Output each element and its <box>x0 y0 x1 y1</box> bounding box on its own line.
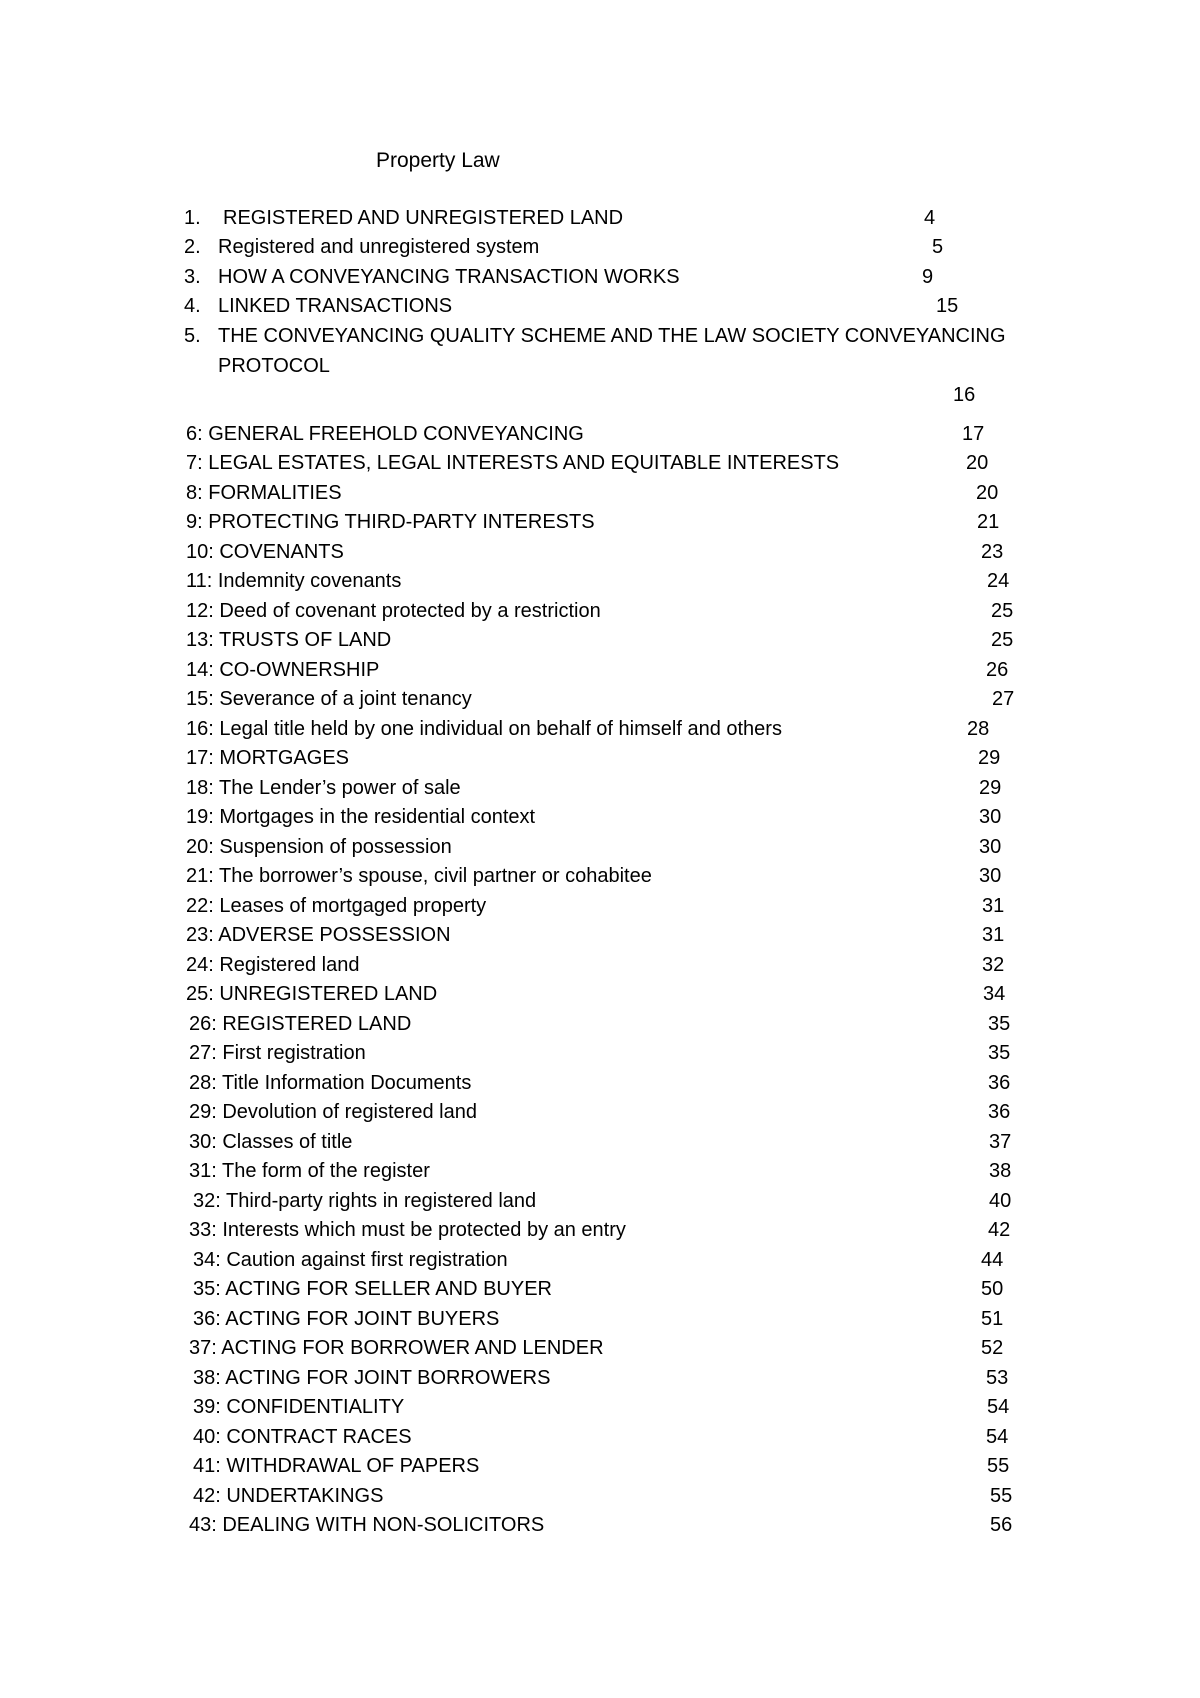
toc-entry-label: 32: Third-party rights in registered land <box>193 1190 537 1212</box>
toc-entry-page-number: 32 <box>982 954 1005 976</box>
toc-entry-label: 25: UNREGISTERED LAND <box>186 983 438 1005</box>
toc-entry-page-number: 30 <box>979 806 1002 828</box>
toc-entry-label: 36: ACTING FOR JOINT BUYERS <box>193 1308 500 1330</box>
toc-entry <box>0 657 1200 687</box>
toc-entry-page-number: 42 <box>988 1219 1011 1241</box>
toc-entry-page-number: 51 <box>981 1308 1004 1330</box>
toc-entry <box>0 863 1200 893</box>
toc-entry-label: Registered and unregistered system <box>218 236 540 258</box>
toc-entry-page-number: 35 <box>988 1013 1011 1035</box>
toc-entry-page-number: 50 <box>981 1278 1004 1300</box>
toc-entry-label: THE CONVEYANCING QUALITY SCHEME AND THE LAW SOCIETY CONVEYANCING <box>218 325 1006 347</box>
toc-entry-page-number: 15 <box>936 295 959 317</box>
toc-entry-page-number: 23 <box>981 541 1004 563</box>
toc-entry <box>0 1158 1200 1188</box>
toc-entry-label: 9: PROTECTING THIRD-PARTY INTERESTS <box>186 511 595 533</box>
toc-entry <box>0 1011 1200 1041</box>
toc-entry <box>0 952 1200 982</box>
toc-entry-page-number: 35 <box>988 1042 1011 1064</box>
toc-entry-page-number: 54 <box>986 1426 1009 1448</box>
toc-entry <box>0 421 1200 451</box>
toc-entry-label: 35: ACTING FOR SELLER AND BUYER <box>193 1278 552 1300</box>
toc-entry-page-number: 37 <box>989 1131 1012 1153</box>
toc-entry-label: 26: REGISTERED LAND <box>189 1013 412 1035</box>
toc-entry <box>0 627 1200 657</box>
toc-entry-label: 21: The borrower’s spouse, civil partner or cohabitee <box>186 865 652 887</box>
toc-entry <box>0 450 1200 480</box>
toc-entry <box>0 893 1200 923</box>
toc-entry-page-number: 53 <box>986 1367 1009 1389</box>
toc-entry-page-number: 20 <box>966 452 989 474</box>
toc-entry <box>0 1335 1200 1365</box>
toc-entry-page-number: 29 <box>979 777 1002 799</box>
toc-entry-page-number: 55 <box>990 1485 1013 1507</box>
toc-entry-label: 29: Devolution of registered land <box>189 1101 477 1123</box>
toc-entry-label: 38: ACTING FOR JOINT BORROWERS <box>193 1367 551 1389</box>
toc-entry-label: 13: TRUSTS OF LAND <box>186 629 392 651</box>
toc-entry <box>0 1424 1200 1454</box>
toc-entry-page-number: 55 <box>987 1455 1010 1477</box>
toc-entry <box>0 323 1200 406</box>
toc-entry-label: 39: CONFIDENTIALITY <box>193 1396 405 1418</box>
toc-entry-label: 14: CO-OWNERSHIP <box>186 659 380 681</box>
toc-entry-label: 15: Severance of a joint tenancy <box>186 688 472 710</box>
toc-entry <box>0 981 1200 1011</box>
toc-entry-label: 43: DEALING WITH NON-SOLICITORS <box>189 1514 545 1536</box>
toc-entry-page-number: 25 <box>991 600 1014 622</box>
toc-entry <box>0 922 1200 952</box>
toc-entry-page-number: 4 <box>924 207 936 229</box>
toc-entry <box>0 234 1200 264</box>
toc-entry-page-number: 28 <box>967 718 990 740</box>
toc-entry-number: 1. <box>184 207 201 229</box>
toc-entry <box>0 1512 1200 1542</box>
toc-entry <box>0 1217 1200 1247</box>
toc-entry-label: 12: Deed of covenant protected by a restriction <box>186 600 601 622</box>
toc-entry-page-number: 52 <box>981 1337 1004 1359</box>
toc-entry-page-number: 38 <box>989 1160 1012 1182</box>
toc-entry-page-number: 17 <box>962 423 985 445</box>
toc-entry-page-number: 16 <box>953 384 976 406</box>
toc-entry-label: 37: ACTING FOR BORROWER AND LENDER <box>189 1337 604 1359</box>
toc-entry-number: 3. <box>184 266 201 288</box>
toc-entry-page-number: 29 <box>978 747 1001 769</box>
toc-entry <box>0 1365 1200 1395</box>
toc-entry-label: 30: Classes of title <box>189 1131 353 1153</box>
toc-entry-number: 4. <box>184 295 201 317</box>
toc-entry-label-continued: PROTOCOL <box>218 355 330 377</box>
toc-entry-label: 11: Indemnity covenants <box>186 570 402 592</box>
toc-entry-page-number: 9 <box>922 266 934 288</box>
toc-entry-page-number: 5 <box>932 236 944 258</box>
toc-entry-label: REGISTERED AND UNREGISTERED LAND <box>223 207 624 229</box>
toc-entry-page-number: 20 <box>976 482 999 504</box>
toc-entry-label: 31: The form of the register <box>189 1160 430 1182</box>
toc-entry-label: 8: FORMALITIES <box>186 482 342 504</box>
toc-entry-label: 42: UNDERTAKINGS <box>193 1485 384 1507</box>
toc-entry-label: 23: ADVERSE POSSESSION <box>186 924 451 946</box>
toc-entry <box>0 1129 1200 1159</box>
toc-entry <box>0 1483 1200 1513</box>
toc-entry-label: LINKED TRANSACTIONS <box>218 295 453 317</box>
toc-entry-label: 7: LEGAL ESTATES, LEGAL INTERESTS AND EQUITABLE INTERESTS <box>186 452 840 474</box>
toc-entry-page-number: 36 <box>988 1101 1011 1123</box>
toc-entry-page-number: 26 <box>986 659 1009 681</box>
toc-entry-label: 17: MORTGAGES <box>186 747 350 769</box>
toc-entry-number: 5. <box>184 325 201 347</box>
toc-entry-page-number: 24 <box>987 570 1010 592</box>
toc-entry-label: HOW A CONVEYANCING TRANSACTION WORKS <box>218 266 680 288</box>
toc-entry-page-number: 36 <box>988 1072 1011 1094</box>
toc-entry <box>0 598 1200 628</box>
toc-entry <box>0 775 1200 805</box>
toc-entry-page-number: 31 <box>982 924 1005 946</box>
toc-entry <box>0 686 1200 716</box>
toc-entry-label: 24: Registered land <box>186 954 360 976</box>
toc-entry-label: 34: Caution against first registration <box>193 1249 508 1271</box>
toc-entry-page-number: 31 <box>982 895 1005 917</box>
toc-entry <box>0 1276 1200 1306</box>
toc-entry <box>0 1247 1200 1277</box>
toc-entry-label: 28: Title Information Documents <box>189 1072 472 1094</box>
toc-entry <box>0 1099 1200 1129</box>
toc-entry <box>0 1394 1200 1424</box>
toc-entry <box>0 1306 1200 1336</box>
toc-entry <box>0 1188 1200 1218</box>
toc-entry <box>0 509 1200 539</box>
toc-entry-page-number: 34 <box>983 983 1006 1005</box>
toc-entry-page-number: 44 <box>981 1249 1004 1271</box>
page-title: Property Law <box>376 149 500 172</box>
toc-entry-page-number: 54 <box>987 1396 1010 1418</box>
toc-entry-label: 20: Suspension of possession <box>186 836 452 858</box>
toc-entry-label: 41: WITHDRAWAL OF PAPERS <box>193 1455 480 1477</box>
toc-entry <box>0 804 1200 834</box>
toc-entry-label: 33: Interests which must be protected by an entry <box>189 1219 626 1241</box>
toc-entry <box>0 539 1200 569</box>
toc-entry <box>0 834 1200 864</box>
toc-entry-label: 10: COVENANTS <box>186 541 344 563</box>
toc-entry <box>0 264 1200 294</box>
toc-entry <box>0 293 1200 323</box>
toc-entry-page-number: 30 <box>979 836 1002 858</box>
toc-entry <box>0 205 1200 235</box>
toc-entry <box>0 1070 1200 1100</box>
toc-entry-page-number: 25 <box>991 629 1014 651</box>
toc-entry-label: 22: Leases of mortgaged property <box>186 895 487 917</box>
toc-entry-page-number: 40 <box>989 1190 1012 1212</box>
toc-entry <box>0 568 1200 598</box>
toc-entry-page-number: 56 <box>990 1514 1013 1536</box>
toc-entry-label: 27: First registration <box>189 1042 366 1064</box>
toc-entry-label: 19: Mortgages in the residential context <box>186 806 536 828</box>
toc-entry-label: 40: CONTRACT RACES <box>193 1426 412 1448</box>
toc-entry-page-number: 27 <box>992 688 1015 710</box>
toc-entry-page-number: 30 <box>979 865 1002 887</box>
toc-entry <box>0 745 1200 775</box>
toc-entry-page-number: 21 <box>977 511 1000 533</box>
toc-entry <box>0 1453 1200 1483</box>
toc-entry <box>0 480 1200 510</box>
toc-entry <box>0 716 1200 746</box>
toc-entry-label: 16: Legal title held by one individual on behalf of himself and others <box>186 718 782 740</box>
toc-entry-number: 2. <box>184 236 201 258</box>
toc-entry <box>0 1040 1200 1070</box>
toc-entry-label: 6: GENERAL FREEHOLD CONVEYANCING <box>186 423 584 445</box>
toc-entry-label: 18: The Lender’s power of sale <box>186 777 461 799</box>
